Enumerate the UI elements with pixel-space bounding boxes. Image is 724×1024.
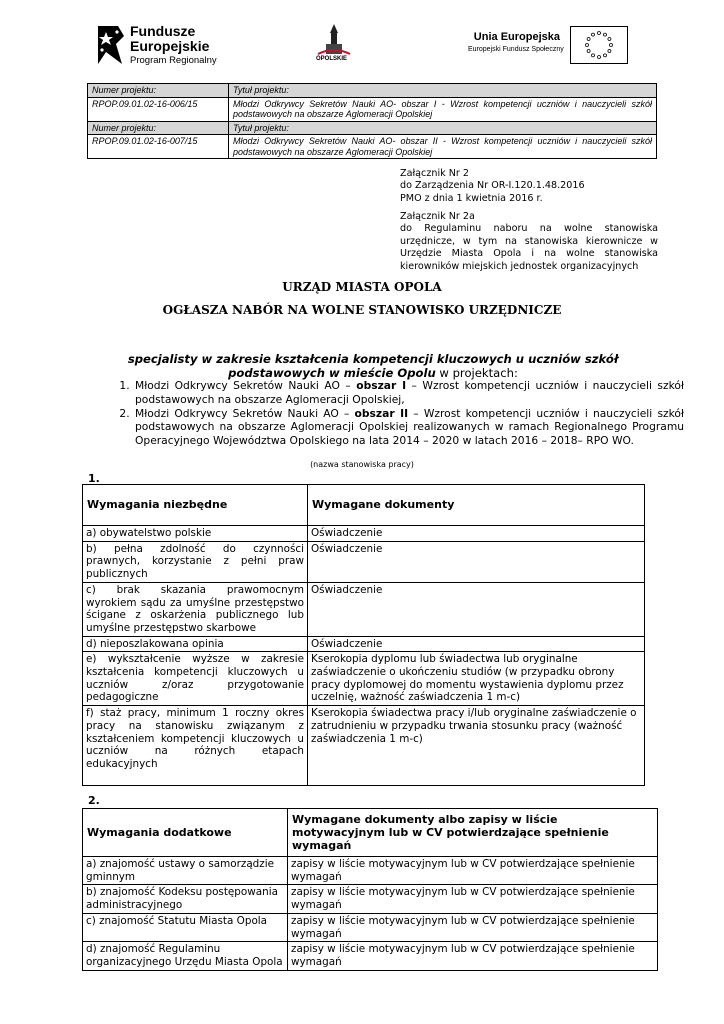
attachment-note xyxy=(400,168,658,205)
ue-logo-line2: Europejski Fundusz Społeczny xyxy=(468,46,564,53)
table-row xyxy=(83,913,658,941)
column-header: Wymagane dokumenty xyxy=(308,485,645,526)
document-cell: zapisy w liście motywacyjnym lub w CV potwierdzające spełnienie wymagań xyxy=(288,942,658,970)
table-row xyxy=(83,636,645,652)
document-cell: zapisy w liście motywacyjnym lub w CV potwierdzające spełnienie wymagań xyxy=(288,885,658,913)
attachment-line: do Zarządzenia Nr OR-I.120.1.48.2016 xyxy=(400,180,585,192)
position-caption: (nazwa stanowiska pracy) xyxy=(310,460,414,469)
projects-table-row xyxy=(88,97,657,121)
project-text: Młodzi Odkrywcy Sekretów Nauki AO – xyxy=(135,379,357,392)
position-suffix: w projektach: xyxy=(435,366,518,380)
document-cell: zapisy w liście motywacyjnym lub w CV potwierdzające spełnienie wymagań xyxy=(288,913,658,941)
requirement-cell: b) znajomość Kodeksu postępowania administracyjnego xyxy=(83,885,288,913)
project-area: obszar II xyxy=(354,406,409,420)
projects-table-label-row xyxy=(88,84,657,98)
fundusze-europejskie-logo xyxy=(96,20,226,72)
attachment-line: Załącznik Nr 2 xyxy=(400,168,469,179)
logo-bar xyxy=(96,20,628,72)
project-title-label: Tytuł projektu: xyxy=(229,121,657,135)
additional-qualifications-table xyxy=(82,808,658,971)
table-row xyxy=(83,526,645,542)
project-number: RPOP.09.01.02-16-006/15 xyxy=(88,97,229,121)
office-heading: URZĄD MIASTA OPOLA xyxy=(282,280,442,294)
projects-table-row xyxy=(88,135,657,159)
table-row xyxy=(83,582,645,636)
document-cell: Oświadczenie xyxy=(308,541,645,582)
requirement-cell: d) nieposzlakowana opinia xyxy=(83,636,308,652)
requirement-cell: e) wykształcenie wyższe w zakresie kształcenia kompetencji kluczowych u uczniów z/oraz przygotowanie pedagogiczne xyxy=(83,652,308,706)
requirement-cell: f) staż pracy, minimum 1 roczny okres pracy na stanowisku związanym z kształceniem kompetencji kluczowych u uczniów na różnych etapach edukacyjnych xyxy=(83,706,308,786)
document-cell: zapisy w liście motywacyjnym lub w CV potwierdzające spełnienie wymagań xyxy=(288,857,658,885)
project-number-label: Numer projektu: xyxy=(88,121,229,135)
project-number: RPOP.09.01.02-16-007/15 xyxy=(88,135,229,159)
requirement-cell: b) pełna zdolność do czynności prawnych, korzystanie z pełni praw publicznych xyxy=(83,541,308,582)
projects-table xyxy=(87,83,657,159)
projects-table-label-row xyxy=(88,121,657,135)
fe-logo-line3: Program Regionalny xyxy=(130,55,217,66)
document-cell: Oświadczenie xyxy=(308,526,645,542)
document-cell: Kserokopia dyplomu lub świadectwa lub oryginalne zaświadczenie o ukończeniu studiów (w przypadku obrony pracy dyplomowej do momentu wystawienia dyplomu przez uczelnię, ważność zaświadczenia 1 m-c) xyxy=(308,652,645,706)
document-cell: Oświadczenie xyxy=(308,582,645,636)
fe-logo-line1: Fundusze xyxy=(130,23,196,39)
document-cell: Oświadczenie xyxy=(308,636,645,652)
project-number-label: Numer projektu: xyxy=(88,84,229,98)
table-row xyxy=(83,885,658,913)
project-title-label: Tytuł projektu: xyxy=(229,84,657,98)
projects-list xyxy=(107,379,684,448)
table-header-row xyxy=(83,809,658,857)
table-row xyxy=(83,942,658,970)
unia-europejska-logo xyxy=(468,26,628,66)
attachment-note-2a xyxy=(400,211,658,273)
fe-star-icon xyxy=(96,24,126,66)
requirement-cell: c) znajomość Statutu Miasta Opola xyxy=(83,913,288,941)
opolskie-tower-icon xyxy=(314,24,354,56)
attachment-line: Załącznik Nr 2a xyxy=(400,211,475,222)
table-row xyxy=(83,652,645,706)
project-text: – Wzrost kompetencji uczniów i nauczycieli szkół podstawowych na obszarze Aglomeracji Opolskiej realizowanych w ramach Regionalnego Programu Operacyjnego Województwa Opolskiego na lata 2014 – 2020 w latach 2016 – 2018– RPO WO. xyxy=(135,406,685,448)
project-title: Młodzi Odkrywcy Sekretów Nauki AO- obszar I - Wzrost kompetencji uczniów i nauczycieli szkół podstawowych na obszarze Aglomeracji Opolskiej xyxy=(229,97,657,121)
column-header: Wymagane dokumenty albo zapisy w liście motywacyjnym lub w CV potwierdzające spełnienie wymagań xyxy=(288,809,658,857)
announcement-heading: OGŁASZA NABÓR NA WOLNE STANOWISKO URZĘDNICZE xyxy=(162,303,562,317)
section-number: 1. xyxy=(88,472,100,485)
table-header-row xyxy=(83,485,645,526)
ue-logo-line1: Unia Europejska xyxy=(473,31,560,43)
section-number: 2. xyxy=(88,794,100,807)
requirement-cell: a) znajomość ustawy o samorządzie gminnym xyxy=(83,857,288,885)
column-header: Wymagania dodatkowe xyxy=(83,809,288,857)
requirement-cell: a) obywatelstwo polskie xyxy=(83,526,308,542)
table-row xyxy=(83,706,645,786)
opolskie-text: OPOLSKIE xyxy=(316,56,348,62)
attachment-line: PMO z dnia 1 kwietnia 2016 r. xyxy=(400,192,543,204)
eu-flag-icon xyxy=(570,26,628,64)
required-qualifications-table xyxy=(82,484,645,786)
table-row xyxy=(83,541,645,582)
project-text: – Wzrost kompetencji uczniów i nauczycieli szkół podstawowych na obszarze Aglomeracji Opolskiej, xyxy=(135,379,684,406)
project-area: obszar I xyxy=(356,379,407,392)
list-item xyxy=(133,379,684,407)
fe-logo-line2: Europejskie xyxy=(130,38,210,54)
table-row xyxy=(83,857,658,885)
position-name: specjalisty w zakresie kształcenia kompetencji kluczowych u uczniów szkół podstawowych w mieście Opolu xyxy=(127,352,619,380)
document-cell: Kserokopia świadectwa pracy i/lub oryginalne zaświadczenie o zatrudnieniu w przypadku trwania stosunku pracy (ważność zaświadczenia 1 m-c) xyxy=(308,706,645,786)
requirement-cell: d) znajomość Regulaminu organizacyjnego Urzędu Miasta Opola xyxy=(83,942,288,970)
project-title: Młodzi Odkrywcy Sekretów Nauki AO- obszar II - Wzrost kompetencji uczniów i nauczycieli szkół podstawowych na obszarze Aglomeracji Opolskiej xyxy=(229,135,657,159)
requirement-cell: c) brak skazania prawomocnym wyrokiem sądu za umyślne przestępstwo ścigane z oskarżenia publicznego lub umyślne przestępstwo skarbowe xyxy=(83,582,308,636)
project-text: Młodzi Odkrywcy Sekretów Nauki AO – xyxy=(135,406,355,420)
opolskie-logo xyxy=(304,24,364,70)
column-header: Wymagania niezbędne xyxy=(83,485,308,526)
position-title xyxy=(88,352,658,380)
list-item xyxy=(133,407,684,448)
attachment-description: do Regulaminu naboru na wolne stanowiska urzędnicze, w tym na stanowiska kierownicze w Urzędzie Miasta Opola i na wolne stanowiska kierowników miejskich jednostek organizacyjnych xyxy=(400,223,658,272)
